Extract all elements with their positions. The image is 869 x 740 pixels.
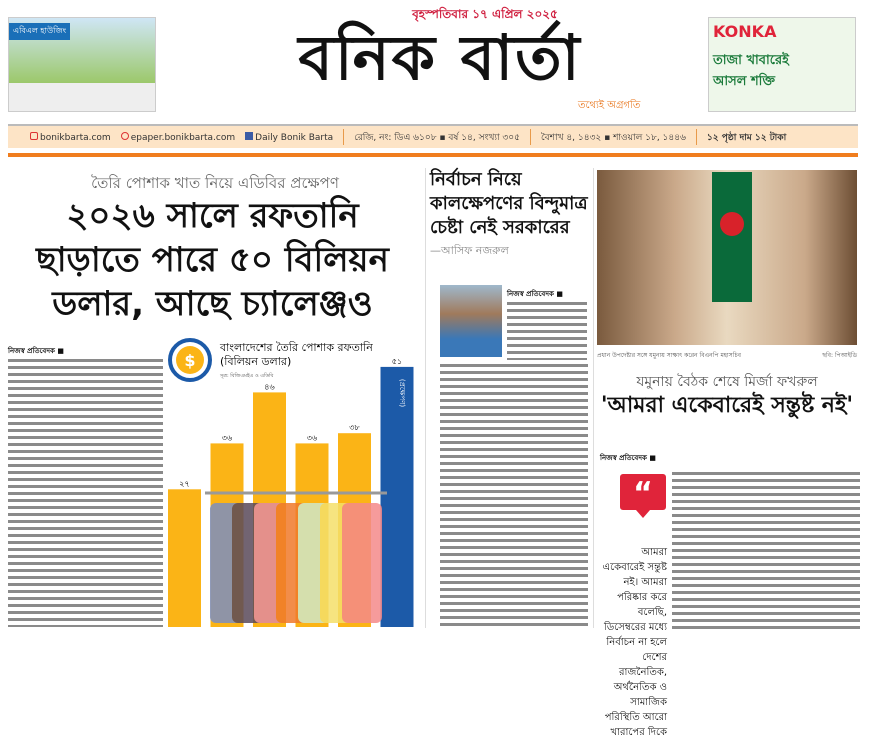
facebook-text: Daily Bonik Barta [255, 132, 334, 143]
divider [343, 129, 344, 145]
bar-value-label: ৩৬ [306, 433, 318, 443]
middle-body-text [507, 300, 587, 360]
bar [168, 489, 201, 627]
epaper-link[interactable] [121, 132, 235, 143]
facebook-icon [245, 132, 253, 140]
bangladesh-flag [712, 172, 752, 302]
orange-rule [8, 153, 858, 157]
middle-story [430, 168, 588, 261]
caption-text: প্রধান উপদেষ্টার সঙ্গে যমুনায় সাক্ষাৎ করেন বিএনপি মহাসচিব [597, 352, 741, 359]
svg-text:(বিলিয়ন ডলার) [220, 355, 291, 368]
photo-caption [597, 350, 857, 361]
column-divider [425, 168, 426, 628]
right-headline[interactable]: 'আমরা একেবারেই সন্তুষ্ট নই' [600, 393, 854, 418]
middle-byline: নিজস্ব প্রতিবেদক ■ [507, 290, 563, 298]
bar-value-label: ৫১ [391, 356, 403, 366]
website-text: bonikbarta.com [40, 132, 111, 143]
registration: রেজি, নং: ডিএ ৬১০৮ ▪ বর্ষ ১৪, সংখ্যা ৩০৫ [354, 132, 520, 143]
bar-value-label: ৪৬ [264, 382, 275, 392]
newspaper-logo[interactable]: বনিক বার্তা [298, 21, 582, 94]
pull-quote: আমরা একেবারেই সন্তুষ্ট নই। আমরা পরিষ্কার করে বলেছি, ডিসেম্বরের মধ্যে নির্বাচন না হলে দেশের রাজনৈতিক, অর্থনৈতিক ও সামাজিক পরিস্থিতি আরো খারাপের দিকে [602, 547, 667, 738]
quote-icon: “ [620, 474, 666, 510]
projection-label: (প্রক্ষেপণ) [398, 378, 406, 408]
bar [381, 367, 414, 627]
photo-credit: ছবি: পিআইডি [822, 352, 857, 359]
ad-right[interactable] [708, 17, 856, 112]
epaper-text: epaper.bonikbarta.com [130, 132, 236, 143]
tagline: তথ্যেই অগ্রগতি [578, 100, 641, 111]
lead-kicker: তৈরি পোশাক খাত নিয়ে এডিবির প্রক্ষেপণ [91, 174, 339, 192]
epaper-icon [121, 132, 129, 140]
bangla-date: বৈশাখ ৪, ১৪৩২ ▪ শাওয়াল ১৮, ১৪৪৬ [540, 132, 686, 143]
facebook-link[interactable] [245, 132, 333, 143]
column-divider [593, 168, 594, 628]
middle-headline[interactable]: নির্বাচন নিয়ে কালক্ষেপণের বিন্দুমাত্র চেষ্টা নেই সরকারের [430, 169, 588, 238]
ad-left[interactable] [8, 17, 156, 112]
chart-title: বাংলাদেশের তৈরি পোশাক রফতানি [220, 341, 373, 354]
issue-date: বৃহস্পতিবার ১৭ এপ্রিল ২০২৫ [412, 7, 558, 21]
divider [696, 129, 697, 145]
garment-illustration [342, 503, 382, 623]
lead-byline: নিজস্ব প্রতিবেদক ■ [8, 347, 64, 355]
lead-headline[interactable]: ২০২৬ সালে রফতানি ছাড়াতে পারে ৫০ বিলিয়ন ডলার, আছে চ্যালেঞ্জও [36, 196, 389, 324]
divider [530, 129, 531, 145]
website-link[interactable] [30, 132, 111, 143]
price: ১২ পৃষ্ঠা দাম ১২ টাকা [706, 132, 787, 143]
chart-unit: (বিলিয়ন ডলার) [220, 355, 292, 368]
bar-value-label: ২৭ [179, 479, 190, 489]
ad-brand: KONKA [713, 22, 777, 41]
chart-source: সূত্র: বিজিএমইএ ও এডিবি [220, 373, 274, 379]
right-byline: নিজস্ব প্রতিবেদক ■ [600, 454, 656, 462]
export-chart [165, 335, 420, 631]
right-kicker: যমুনায় বৈঠক শেষে মির্জা ফখরুল [636, 374, 818, 390]
ad-left-text: এবিএল হাউজিং [9, 23, 70, 40]
middle-body-text [440, 362, 588, 627]
web-icon [30, 132, 38, 140]
bar-value-label: ৩৮ [349, 423, 360, 433]
bar-value-label: ৩৬ [221, 433, 233, 443]
author-photo [440, 285, 502, 357]
svg-text:$: $ [184, 351, 196, 370]
info-bar [8, 124, 858, 148]
lead-body-text [8, 357, 163, 627]
right-body-text [672, 470, 860, 630]
middle-author: —আসিফ নজরুল [430, 244, 509, 257]
ad-slogan: তাজা খাবারেই আসল শক্তি [713, 53, 789, 89]
